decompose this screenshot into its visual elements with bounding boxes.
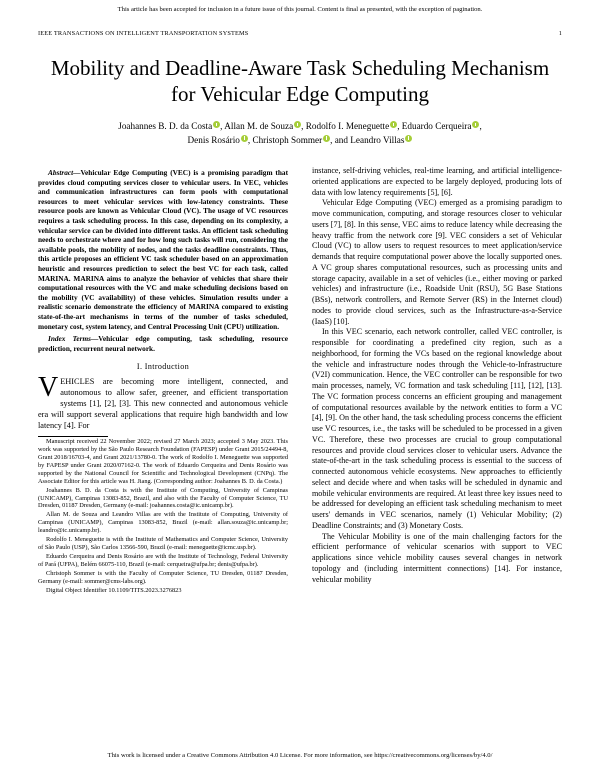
author-list: Joahannes B. D. da Costa , Allan M. de Souza , Rodolfo I. Meneguette , Eduardo Cerqueira , Denis Rosário , Christoph Sommer , and Leandro Villas bbox=[118, 121, 482, 145]
license-footer[interactable]: This work is licensed under a Creative Commons Attribution 4.0 License. For more information, see https://creativecommons.org/licenses/by/4.0/ bbox=[107, 752, 493, 759]
abstract-text: —Vehicular Edge Computing (VEC) is a promising paradigm that provides cloud computing services closer to vehicular users. In VEC, vehicles and communication infrastructures can form pools with computational resources to meet vehicular services with low-latency constraints. These resource pools are known as Vehicular Cloud (VC). The usage of VC resources requires a task scheduling process. In this case, depending on its complexity, a vehicular service can be divided into different tasks. An efficient task scheduling needs to orchestrate where and for how long such tasks will run, considering the available pools, the mobility of nodes, and the tasks deadline constraints. Thus, this article proposes an efficient VC task scheduler based on an approximation heuristic and resources prediction to select the best VC for each task, called MARINA. MARINA aims to analyze the behavior of vehicles that share their computational resources with the VC and make scheduling decisions based on the mobility (VC availability) of these vehicles. Simulation results under a realistic scenario demonstrate the efficiency of MARINA compared to existing state-of-the-art mechanisms in terms of the number of tasks scheduled, monetary cost, system latency, and Central Processing Unit (CPU) utilization. bbox=[38, 168, 288, 331]
author-name: Denis Rosário bbox=[187, 134, 240, 145]
author-name: Eduardo Cerqueira bbox=[401, 121, 472, 131]
author-name: Rodolfo I. Meneguette bbox=[305, 121, 390, 131]
footnote: Allan M. de Souza and Leandro Villas are with the Institute of Computing, University of Campinas (UNICAMP), Campinas 13083-852, Brazil (e-mail: allan.souza@ic.unicamp.br; leandro@ic.unicamp.br). bbox=[38, 511, 288, 535]
journal-name: IEEE TRANSACTIONS ON INTELLIGENT TRANSPORTATION SYSTEMS bbox=[38, 30, 249, 37]
right-column bbox=[312, 166, 562, 585]
footnote: Eduardo Cerqueira and Denis Rosário are with the Institute of Technology, Federal University of Pará (UFPA), Belém 66075-110, Brazil (e-mail: cerqueira@ufpa.br; denis@ufpa.br). bbox=[38, 552, 288, 568]
index-terms-label: Index Terms bbox=[48, 334, 91, 344]
page-number: 1 bbox=[558, 30, 562, 37]
orcid-icon[interactable] bbox=[405, 135, 412, 142]
drop-cap: V bbox=[38, 372, 59, 404]
footnote: Joahannes B. D. da Costa is with the Institute of Computing, University of Campinas (UNICAMP), Campinas 13083-852, Brazil, and also with the Faculty of Computer Science, TU Dresden, 01187 Dresden, Germany (e-mail: joahannes.costa@ic.unicamp.br). bbox=[38, 486, 288, 510]
running-head bbox=[38, 30, 562, 38]
intro-paragraph bbox=[38, 372, 288, 431]
body-paragraph: The Vehicular Mobility is one of the main challenging factors for the efficient performance of vehicular scenarios with support to VEC applications since vehicle mobility causes several changes in network topology and (including intermittent connections) [14]. For instance, vehicular mobility bbox=[312, 531, 562, 584]
index-terms-text: —Vehicular edge computing, task scheduling, resource prediction, recurrent neural network. bbox=[38, 334, 288, 353]
intro-text: EHICLES are becoming more intelligent, connected, and autonomous to allow safer, greener, and efficient transportation systems [1], [2], [3]. This new connected and autonomous vehicle era will support several applications that require high bandwidth and low latency [4]. For bbox=[38, 377, 288, 431]
section-heading: I. Introduction bbox=[136, 362, 190, 372]
footnote: Rodolfo I. Meneguette is with the Institute of Mathematics and Computer Science, University of São Paulo (USP), São Carlos 13566-590, Brazil (e-mail: meneguette@icmc.usp.br). bbox=[38, 536, 288, 551]
abstract bbox=[38, 168, 288, 331]
footnote-rule bbox=[38, 436, 108, 437]
footnote: Manuscript received 22 November 2022; revised 27 March 2023; accepted 3 May 2023. This work was supported by the São Paulo Research Foundation (FAPESP) under Grant 2015/24494-8, Grant 2018/16703-4, and Grant 2021/13780-0. The work of Rodolfo I. Meneguette was supported by FAPESP under Grant 2020/07162-0. The work of Eduardo Cerqueira and Denis Rosário was supported by the National Council for Scientific and Technological Development (CNPq). The Associate Editor for this article was H. Jiang. (Corresponding author: Joahannes B. D. da Costa.) bbox=[38, 438, 288, 485]
left-column bbox=[38, 168, 288, 594]
paper-title: Mobility and Deadline-Aware Task Scheduling Mechanism for Vehicular Edge Computing bbox=[50, 56, 550, 106]
doi-line[interactable]: Digital Object Identifier 10.1109/TITS.2023.3276823 bbox=[46, 586, 182, 594]
body-paragraph: In this VEC scenario, each network controller, called VEC controller, is responsible for coordinating a predefined city region, such as a neighborhood, for forming the VCs based on the regional knowledge about the vehicle and infrastructure nodes through the Vehicle-to-Infrastructure (V2I) communication. Hence, the VEC controller can be responsible for two main processes, namely, VC formation and task scheduling [11], [12], [13]. The VC formation process concerns an efficient grouping and management of computational resources available by the network entities to form a VC [4], [9]. On the other hand, the task scheduling process concerns the efficient use VC resources, i.e., the tasks will be scheduled to be processed in a given VC. Therefore, these two processes are crucial to group computational resources and provide cloud services closer to vehicular users. Advance the state-of-the-art in the task scheduling process is essential to the success of connected autonomous vehicle ecosystems. New approaches to efficiently select and decide where and when tasks will be scheduled in dynamic and mobile vehicular environments are required. At least three key issues need to be addressed for developing an efficient task scheduling mechanism to meet users' demands in VEC scenarios, namely (1) Vehicular Mobility; (2) Deadline Constraints; and (3) Monetary Costs. bbox=[312, 327, 562, 530]
body-paragraph: Vehicular Edge Computing (VEC) emerged as a promising paradigm to move communication, computing, and storage resources closer to vehicular users [7], [8]. In this sense, VEC aims to reduce latency while decreasing the heavy traffic from the network core [9]. VEC considers a set of Vehicular Cloud (VC) to allow users to request resources to meet application/service demands that require computational power above the locally supported ones. A VC group shares computational resources, such as processing units and storage capacity, available in a set of vehicles (i.e., either moving or parked vehicles) and infrastructure (i.e., Roadside Unit (RSU), 5G Base Stations (BSs), network controllers, and Remote Server (RS) in the Internet cloud) nodes to provide cloud services, such as the Infrastructure-as-a-Service (IaaS) [10]. bbox=[312, 198, 562, 326]
author-name: Joahannes B. D. da Costa bbox=[118, 121, 213, 131]
orcid-icon[interactable] bbox=[323, 135, 330, 142]
body-paragraph: instance, self-driving vehicles, real-time learning, and artificial intelligence-oriented applications are expected to be largely deployed, producing lots of data with low latency requirements [5], [6]. bbox=[312, 166, 562, 197]
abstract-label: Abstract bbox=[48, 168, 74, 177]
author-name: Christoph Sommer bbox=[252, 134, 323, 145]
author-name: Leandro Villas bbox=[350, 134, 405, 145]
footnote: Christoph Sommer is with the Faculty of Computer Science, TU Dresden, 01187 Dresden, Germany (e-mail: sommer@cms-labs.org). bbox=[38, 569, 288, 585]
orcid-icon[interactable] bbox=[241, 135, 248, 142]
index-terms bbox=[38, 334, 288, 353]
author-name: Allan M. de Souza bbox=[224, 121, 294, 131]
acceptance-notice: This article has been accepted for inclusion in a future issue of this journal. Content is final as presented, with the exception of pagination. bbox=[117, 6, 483, 13]
